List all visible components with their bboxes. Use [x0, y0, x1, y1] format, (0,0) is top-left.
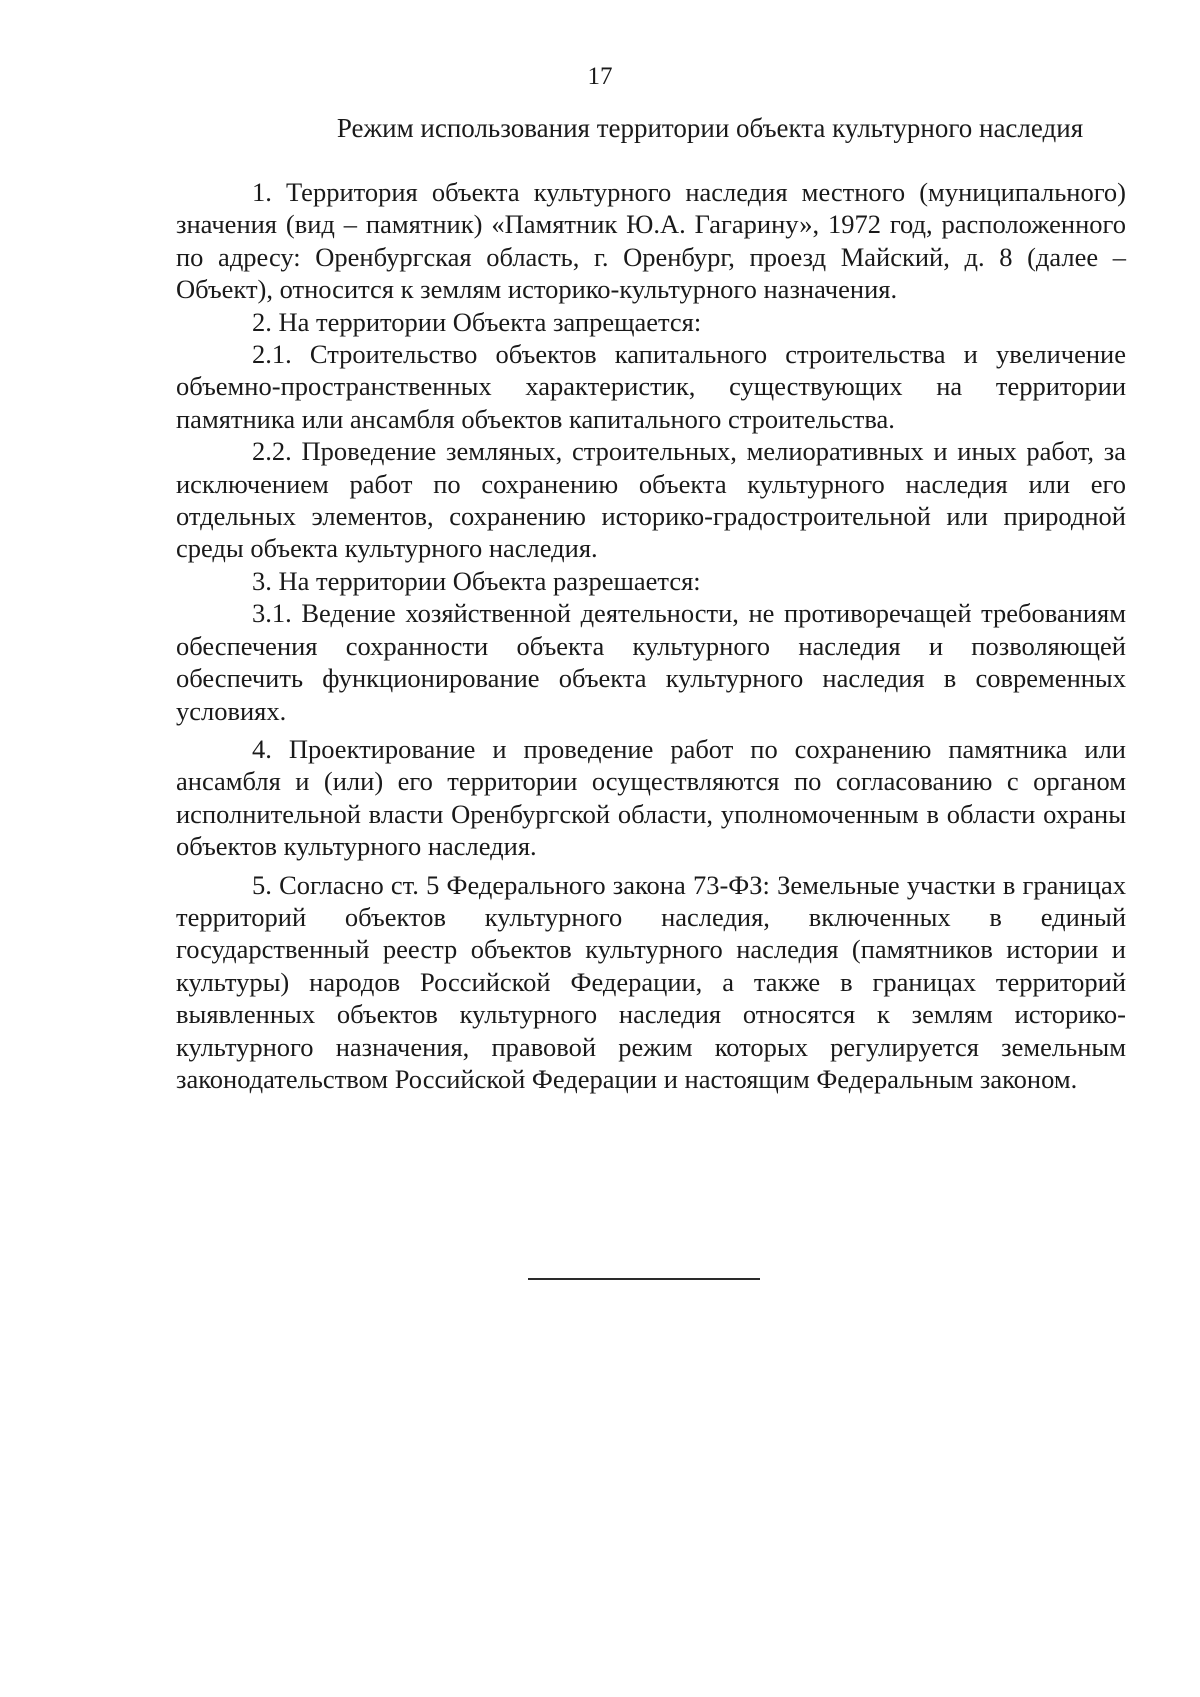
- paragraph-2-1: 2.1. Строительство объектов капитального строительства и увеличение объемно-пространственных характеристик, существующих на территории памятника или ансамбля объектов капитального строительства.: [176, 339, 1126, 434]
- paragraph-3-1: 3.1. Ведение хозяйственной деятельности, не противоречащей требованиям обеспечения сохранности объекта культурного наследия и позволяющей обеспечить функционирование объекта культурного наследия в современных условиях.: [176, 598, 1126, 726]
- paragraph-5: 5. Согласно ст. 5 Федерального закона 73-ФЗ: Земельные участки в границах территорий объектов культурного наследия, включенных в единый государственный реестр объектов культурного наследия (памятников истории и культуры) народов Российской Федерации, а также в границах территорий выявленных объектов культурного наследия относятся к землям историко-культурного назначения, правовой режим которых регулируется земельным законодательством Российской Федерации и настоящим Федеральным законом.: [176, 869, 1126, 1094]
- paragraph-2: 2. На территории Объекта запрещается:: [252, 306, 702, 337]
- paragraph-3: 3. На территории Объекта разрешается:: [252, 565, 701, 596]
- page-number: 17: [587, 63, 613, 90]
- document-body: [176, 176, 1126, 1095]
- document-title: Режим использования территории объекта культурного наследия: [336, 113, 1084, 143]
- paragraph-1: 1. Территория объекта культурного наследия местного (муниципального) значения (вид – памятник) «Памятник Ю.А. Гагарину», 1972 год, расположенного по адресу: Оренбургская область, г. Оренбург, проезд Майский, д. 8 (далее – Объект), относится к землям историко-культурного назначения.: [176, 177, 1126, 305]
- paragraph-2-2: 2.2. Проведение земляных, строительных, мелиоративных и иных работ, за исключением работ по сохранению объекта культурного наследия или его отдельных элементов, сохранению историко-градостроительной или природной среды объекта культурного наследия.: [176, 436, 1126, 564]
- end-of-document-rule: [528, 1278, 760, 1280]
- paragraph-4: 4. Проектирование и проведение работ по сохранению памятника или ансамбля и (или) его территории осуществляются по согласованию с органом исполнительной власти Оренбургской области, уполномоченным в области охраны объектов культурного наследия.: [176, 733, 1126, 862]
